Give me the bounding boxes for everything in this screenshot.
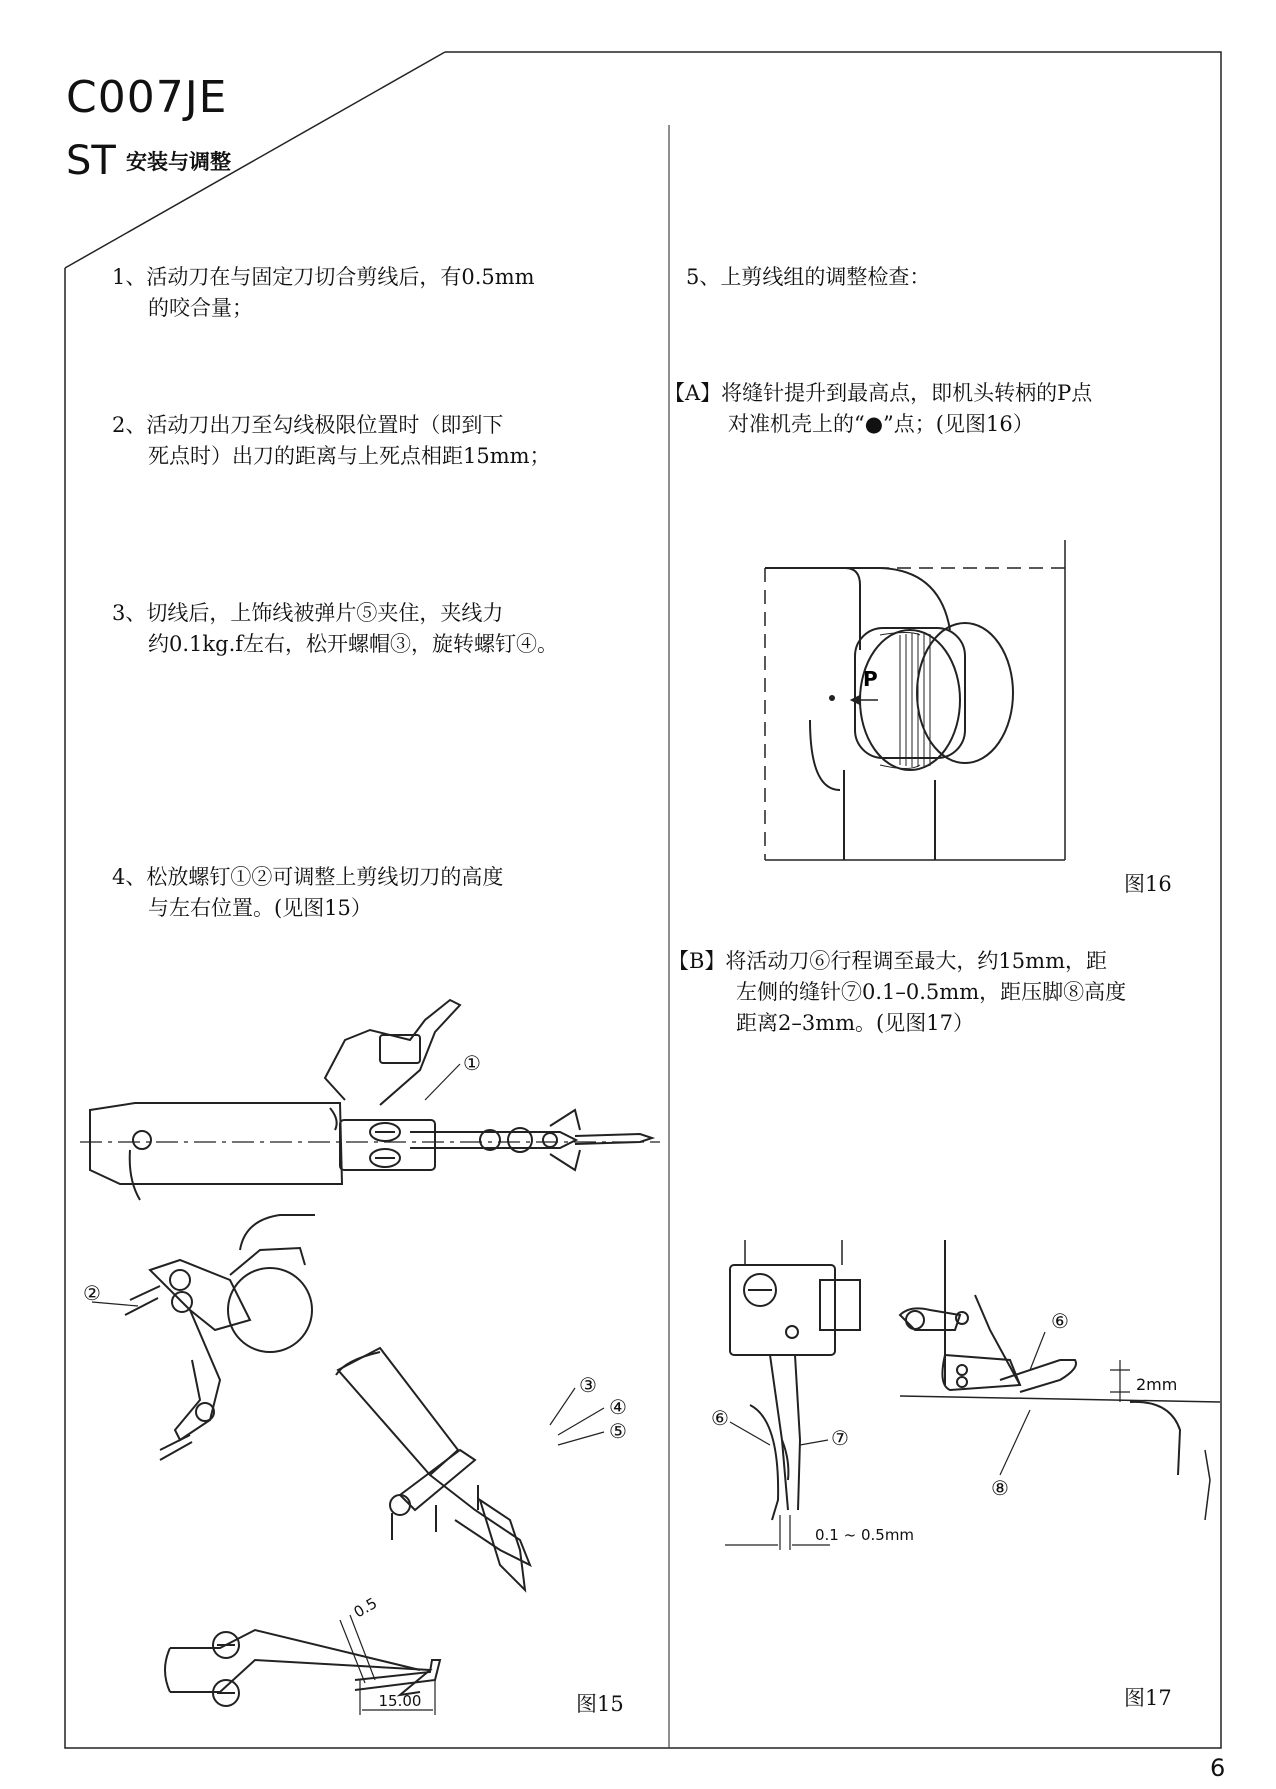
instruction-1	[112, 262, 535, 324]
figure-17-caption: 图17	[1124, 1686, 1172, 1710]
callout-8: ⑧	[991, 1476, 1009, 1500]
step-a-line1: 【A】将缝针提升到最高点，即机头转柄的P点	[664, 381, 1093, 405]
callout-6-left: ⑥	[711, 1406, 729, 1430]
instruction-2-line1: 2、活动刀出刀至勾线极限位置时（即到下	[112, 413, 504, 437]
callout-5: ⑤	[609, 1419, 627, 1443]
section-title: 安装与调整	[126, 150, 231, 174]
step-b	[668, 946, 1126, 1039]
callout-1: ①	[463, 1051, 481, 1075]
figure-16-caption: 图16	[1124, 872, 1172, 896]
figure-16	[760, 540, 1080, 870]
instruction-2	[112, 410, 551, 472]
instruction-1-line2: 的咬合量；	[148, 296, 253, 320]
section-5-heading	[686, 262, 930, 293]
page-number: 6	[1210, 1754, 1226, 1782]
instruction-3	[112, 598, 558, 660]
instruction-4-line2: 与左右位置。(见图15）	[148, 896, 372, 920]
callout-4: ④	[609, 1395, 627, 1419]
callout-7: ⑦	[831, 1426, 849, 1450]
figure-15	[80, 980, 660, 1720]
instruction-4-line1: 4、松放螺钉①②可调整上剪线切刀的高度	[112, 865, 504, 889]
spring	[330, 1108, 337, 1130]
step-b-line2: 左侧的缝针⑦0.1–0.5mm，距压脚⑧高度	[736, 980, 1127, 1004]
dim-gap: 0.1 ~ 0.5mm	[815, 1526, 915, 1544]
step-a	[664, 378, 1092, 440]
label-p: P	[863, 667, 878, 691]
dim-height: 2mm	[1136, 1375, 1178, 1394]
step-b-line3: 距离2–3mm。(见图17）	[736, 1011, 974, 1035]
reference-dot	[829, 695, 835, 701]
step-b-line1: 【B】将活动刀⑥行程调至最大，约15mm，距	[668, 949, 1107, 973]
dim-stroke: 15.00	[378, 1692, 422, 1710]
instruction-3-line1: 3、切线后，上饰线被弹片⑤夹住，夹线力	[112, 601, 504, 625]
trimmer-housing	[90, 1103, 342, 1184]
instruction-4	[112, 862, 503, 924]
step-a-line2: 对准机壳上的“●”点；(见图16）	[728, 412, 1034, 436]
model-number: C007JE	[66, 72, 228, 123]
callout-6-right: ⑥	[1051, 1309, 1069, 1333]
dim-bite: 0.5	[350, 1593, 381, 1622]
section-5-heading-text: 5、上剪线组的调整检查：	[686, 265, 931, 289]
callout-2: ②	[83, 1281, 101, 1305]
series-label: ST	[66, 138, 116, 184]
figure-17	[700, 1220, 1220, 1560]
instruction-3-line2: 约0.1kg.f左右，松开螺帽③，旋转螺钉④。	[148, 632, 559, 656]
figure-15-caption: 图15	[576, 1692, 624, 1716]
instruction-2-line2: 死点时）出刀的距离与上死点相距15mm；	[148, 444, 551, 468]
callout-3: ③	[579, 1373, 597, 1397]
instruction-1-line1: 1、活动刀在与固定刀切合剪线后，有0.5mm	[112, 265, 535, 289]
